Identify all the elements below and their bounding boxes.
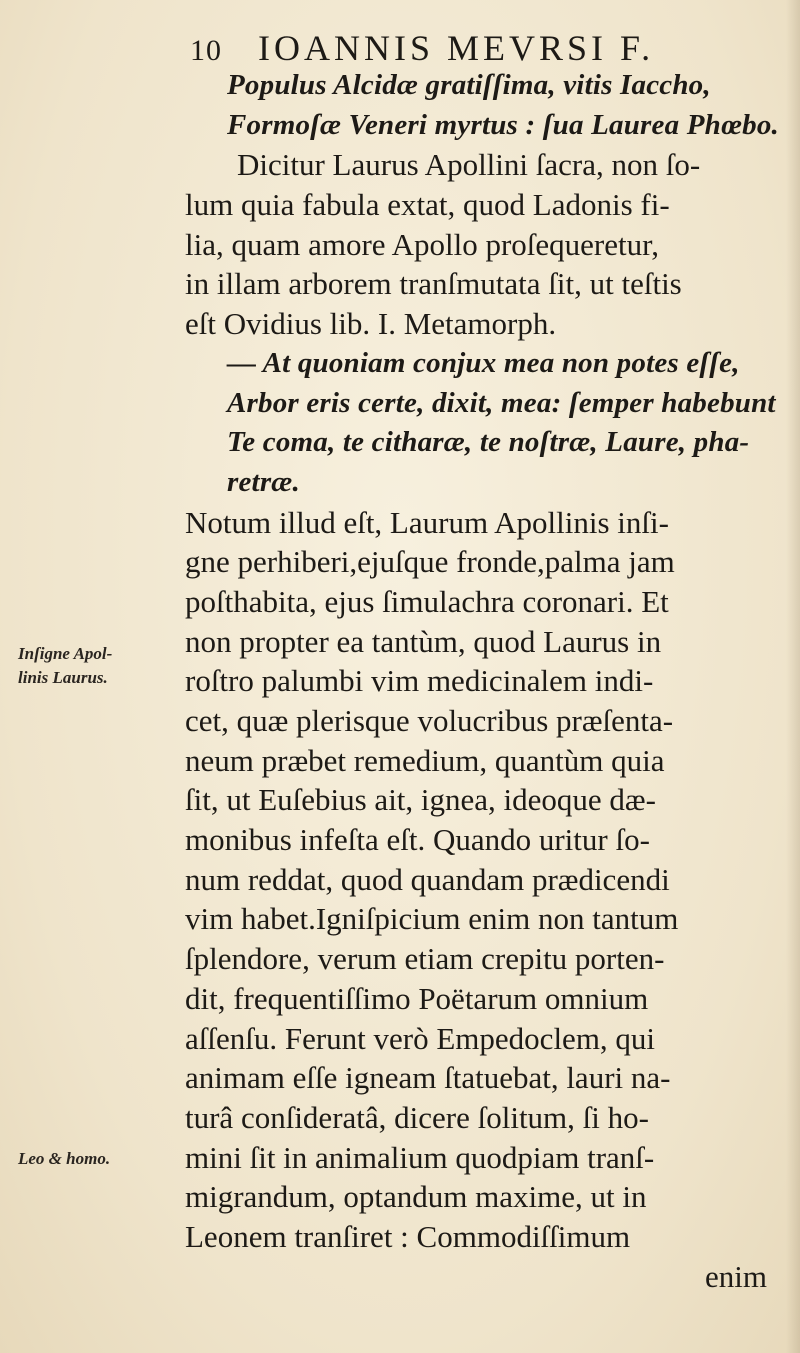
running-title: IOANNIS MEVRSI F. <box>258 28 655 68</box>
verse-line: Populus Alcidæ gratiſſima, vitis Iaccho, <box>227 69 711 101</box>
text-line: Dicitur Laurus Apollini ſacra, non ſo- <box>237 147 701 183</box>
page-edge-shadow <box>786 0 800 1353</box>
quote-line: — At quoniam conjux mea non potes eſſe, <box>227 346 740 379</box>
verse-line: Formoſæ Veneri myrtus : ſua Laurea Phœbo. <box>227 108 779 141</box>
text-line: cet, quæ plerisque volucribus præſenta- <box>185 703 674 738</box>
text-line: in illam arborem tranſmutata ſit, ut teſtis <box>185 266 682 302</box>
text-line: mini ſit in animalium quodpiam tranſ- <box>185 1139 655 1175</box>
marginal-note-line: linis Laurus. <box>18 668 108 687</box>
quote-line: Arbor eris certe, dixit, mea: ſemper habebunt <box>227 386 776 419</box>
text-line: neum præbet remedium, quantùm quia <box>185 742 665 778</box>
body-text <box>185 66 785 1296</box>
text-line: animam eſſe igneam ſtatuebat, lauri na- <box>185 1060 671 1096</box>
text-line: turâ conſideratâ, dicere ſolitum, ſi ho- <box>185 1099 649 1135</box>
quote-line: Te coma, te citharæ, te noſtræ, Laure, pha- <box>227 426 750 459</box>
marginal-note-line: Leo & homo. <box>18 1149 111 1168</box>
text-line: ſplendore, verum etiam crepitu porten- <box>185 941 665 977</box>
text-line: gne perhiberi,ejuſque fronde,palma jam <box>185 544 675 580</box>
text-line: vim habet.Igniſpicium enim non tantum <box>185 901 679 937</box>
text-line: dit, frequentiſſimo Poëtarum omnium <box>185 980 649 1016</box>
text-line: lum quia fabula extat, quod Ladonis fi- <box>185 187 670 223</box>
text-line: Leonem tranſiret : Commodiſſimum <box>185 1218 631 1254</box>
catchword: enim <box>705 1258 767 1294</box>
text-line: migrandum, optandum maxime, ut in <box>185 1179 647 1215</box>
text-line: roſtro palumbi vim medicinalem indi- <box>185 663 654 699</box>
marginal-note-leo <box>18 1147 183 1171</box>
marginal-note-laurus <box>18 642 183 690</box>
marginal-note-line: Inſigne Apol- <box>18 644 113 663</box>
text-line: non propter ea tantùm, quod Laurus in <box>185 623 662 659</box>
text-line: Notum illud eſt, Laurum Apollinis inſi- <box>185 504 669 540</box>
page-number: 10 <box>190 34 222 67</box>
text-line: ſit, ut Euſebius ait, ignea, ideoque dæ- <box>185 782 656 818</box>
text-line: poſthabita, ejus ſimulachra coronari. Et <box>185 583 669 619</box>
text-line: aſſenſu. Ferunt verò Empedoclem, qui <box>185 1020 656 1056</box>
text-line: monibus infeſta eſt. Quando uritur ſo- <box>185 822 650 858</box>
text-line: lia, quam amore Apollo proſequeretur, <box>185 226 659 262</box>
text-line: eſt Ovidius lib. I. Metamorph. <box>185 306 557 342</box>
running-header <box>190 26 710 70</box>
text-line: num reddat, quod quandam prædicendi <box>185 861 670 897</box>
quote-line: retræ. <box>227 465 300 498</box>
